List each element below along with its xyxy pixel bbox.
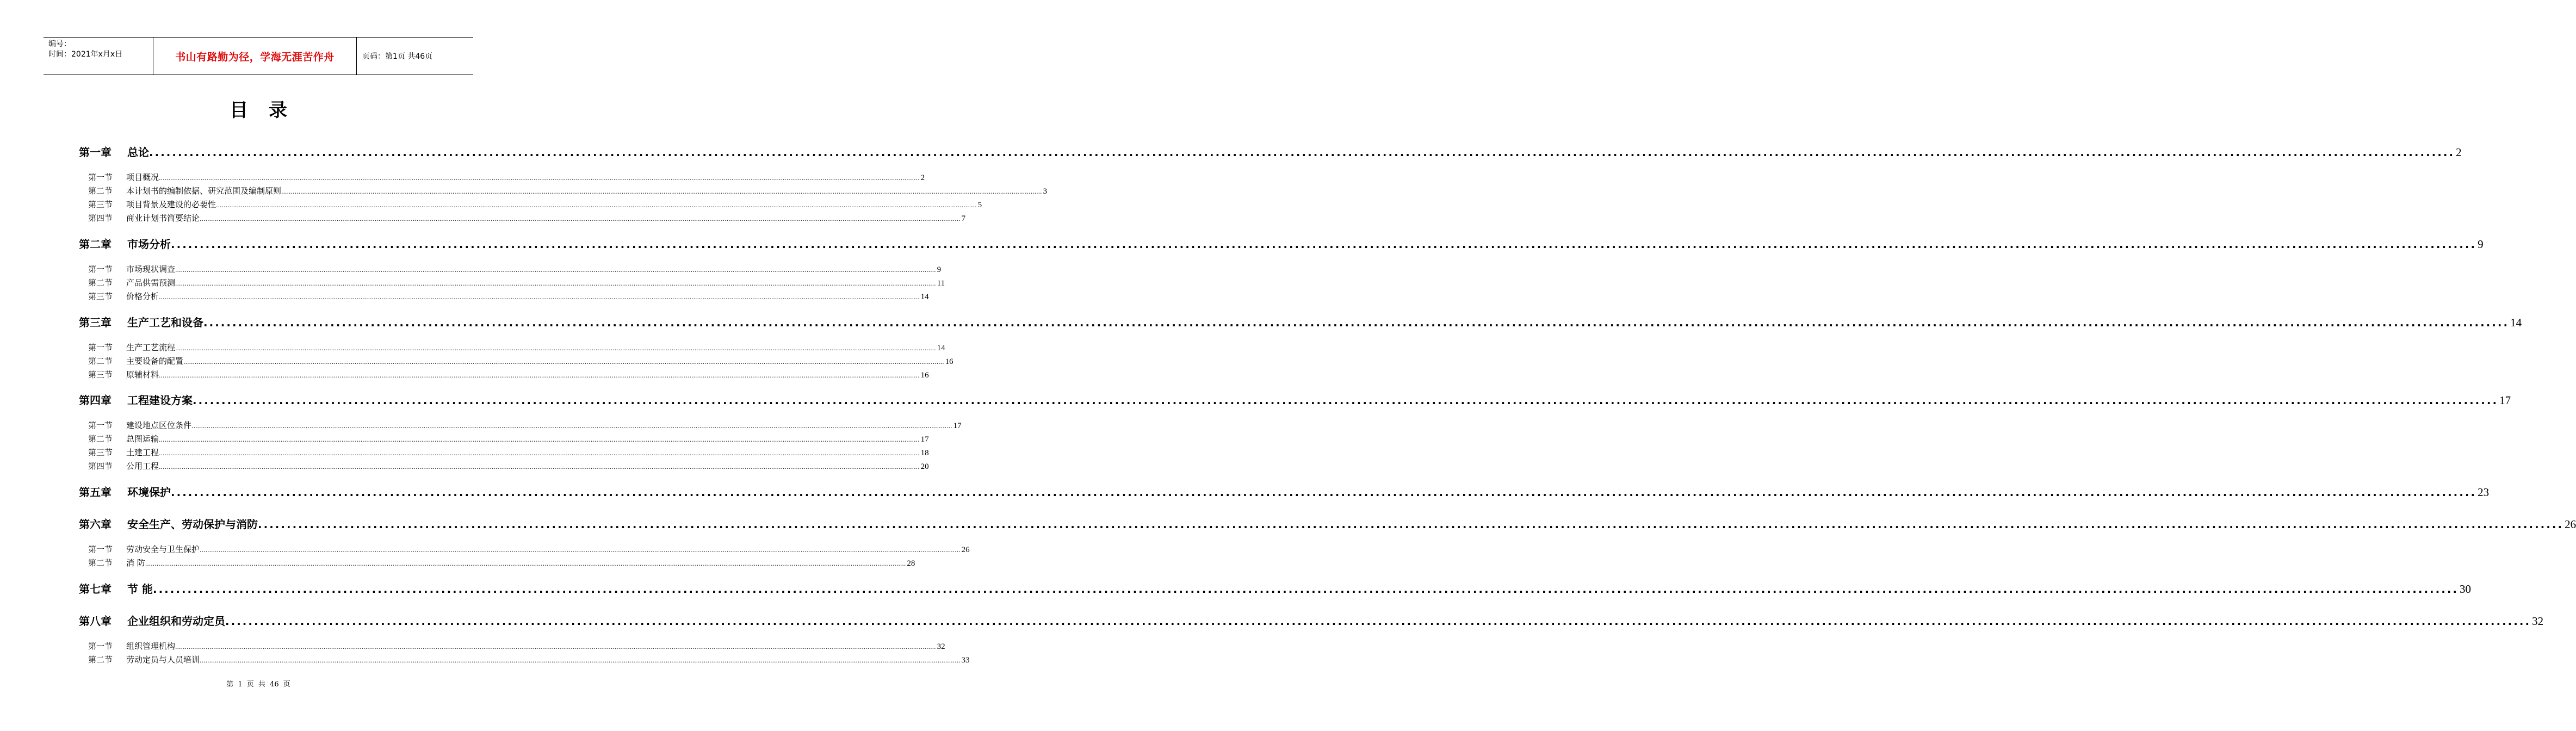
section-title: 商业计划书简要结论 [126,213,200,223]
section-number: 第一节 [88,264,113,274]
section-number: 第四节 [88,213,113,223]
chapter-number: 第二章 [79,238,112,251]
section-page-number: 32 [937,642,945,651]
toc-section-entry[interactable] [88,654,970,666]
section-page-number: 28 [907,559,915,568]
section-title: 劳动安全与卫生保护 [126,544,200,554]
section-number: 第二节 [88,278,113,288]
toc-section-entry[interactable] [88,199,982,211]
dot-leader: ................................................................................................................................................................................................................................................................................................................................................................................................................ [193,394,2499,407]
dot-leader: ................................................................................................................................................................................................................................................................................................................................................................................................................ [183,358,944,366]
dot-leader: ................................................................................................................................................................................................................................................................................................................................................................................................................ [159,294,920,301]
section-title: 消 防 [126,558,145,568]
section-page-number: 20 [920,462,929,471]
section-number: 第一节 [88,544,113,554]
dot-leader: ................................................................................................................................................................................................................................................................................................................................................................................................................ [171,238,2477,251]
chapter-number: 第三章 [79,316,112,329]
chapter-number: 第七章 [79,583,112,596]
toc-section-entry[interactable] [88,544,970,556]
chapter-page-number: 30 [2460,583,2472,596]
dot-leader: ................................................................................................................................................................................................................................................................................................................................................................................................................ [171,486,2477,499]
dot-leader: ................................................................................................................................................................................................................................................................................................................................................................................................................ [191,423,952,430]
section-title: 项目背景及建设的必要性 [126,200,216,209]
toc-section-entry[interactable] [88,433,929,445]
section-title: 产品供需预测 [126,278,176,288]
section-title: 劳动定员与人员培训 [126,655,200,665]
section-page-number: 11 [937,279,945,288]
chapter-page-number: 14 [2510,316,2522,329]
section-title: 公用工程 [126,461,159,471]
toc-chapter-entry[interactable] [79,145,2462,159]
section-page-number: 16 [920,371,929,380]
chapter-title: 企业组织和劳动定员 [127,615,225,628]
toc-section-entry[interactable] [88,641,945,653]
section-title: 主要设备的配置 [126,356,184,366]
dot-leader: ................................................................................................................................................................................................................................................................................................................................................................................................................ [175,345,936,352]
section-page-number: 2 [920,174,925,182]
chapter-page-number: 23 [2478,486,2490,499]
dot-leader: ................................................................................................................................................................................................................................................................................................................................................................................................................ [159,450,920,457]
chapter-number: 第五章 [79,486,112,499]
chapter-number: 第八章 [79,615,112,628]
section-number: 第四节 [88,461,113,471]
section-page-number: 9 [937,265,942,274]
toc-section-entry[interactable] [88,420,962,432]
section-number: 第二节 [88,356,113,366]
chapter-page-number: 32 [2532,615,2544,628]
section-number: 第二节 [88,558,113,568]
toc-chapter-entry[interactable] [79,393,2511,407]
dot-leader: ................................................................................................................................................................................................................................................................................................................................................................................................................ [175,267,936,274]
toc-section-entry[interactable] [88,277,945,289]
section-page-number: 33 [961,656,970,665]
toc-section-entry[interactable] [88,461,929,473]
section-title: 原辅材料 [126,370,159,380]
chapter-title: 节 能 [127,583,153,596]
chapter-number: 第一章 [79,146,112,159]
toc-section-entry[interactable] [88,291,929,303]
dot-leader: ................................................................................................................................................................................................................................................................................................................................................................................................................ [159,372,920,379]
section-number: 第二节 [88,186,113,196]
toc-chapter-entry[interactable] [79,614,2544,628]
page-footer: 第 1 页 共 46 页 [226,680,290,689]
section-title: 组织管理机构 [126,641,176,651]
chapter-page-number: 2 [2456,146,2462,159]
toc-section-entry[interactable] [88,213,966,225]
section-title: 项目概况 [126,172,159,182]
dot-leader: ................................................................................................................................................................................................................................................................................................................................................................................................................ [152,583,2459,596]
dot-leader: ................................................................................................................................................................................................................................................................................................................................................................................................................ [225,615,2531,628]
section-title: 总图运输 [126,434,159,444]
toc-section-entry[interactable] [88,342,945,354]
section-page-number: 17 [920,435,929,444]
section-page-number: 5 [977,201,982,209]
number-label: 编号： [48,40,71,48]
dot-leader: ................................................................................................................................................................................................................................................................................................................................................................................................................ [281,188,1042,195]
toc-chapter-entry[interactable] [79,237,2484,251]
toc-section-entry[interactable] [88,369,929,381]
toc-chapter-entry[interactable] [79,315,2522,330]
section-title: 本计划书的编制依据、研究范围及编制原则 [126,186,282,196]
toc-chapter-entry[interactable] [79,582,2472,596]
section-number: 第一节 [88,641,113,651]
dot-leader: ................................................................................................................................................................................................................................................................................................................................................................................................................ [175,280,936,287]
chapter-title: 工程建设方案 [127,394,193,407]
section-title: 市场现状调查 [126,264,176,274]
section-page-number: 3 [1043,187,1048,196]
section-page-number: 7 [961,214,966,223]
toc-chapter-entry[interactable] [79,517,2576,531]
toc-section-entry[interactable] [88,447,929,459]
chapter-title: 环境保护 [127,486,171,499]
dot-leader: ................................................................................................................................................................................................................................................................................................................................................................................................................ [159,175,920,182]
section-page-number: 14 [937,344,945,352]
header-motto: 书山有路勤为径，学海无涯苦作舟 [153,38,357,75]
section-page-number: 17 [953,422,962,430]
chapter-page-number: 26 [2565,518,2576,531]
section-page-number: 14 [920,293,929,301]
dot-leader: ................................................................................................................................................................................................................................................................................................................................................................................................................ [258,518,2564,531]
section-number: 第三节 [88,370,113,380]
dot-leader: ................................................................................................................................................................................................................................................................................................................................................................................................................ [200,657,961,664]
section-title: 价格分析 [126,292,159,301]
section-title: 生产工艺流程 [126,343,176,352]
section-page-number: 18 [920,449,929,457]
section-number: 第一节 [88,343,113,352]
section-number: 第三节 [88,292,113,301]
dot-leader: ................................................................................................................................................................................................................................................................................................................................................................................................................ [200,215,961,222]
chapter-number: 第四章 [79,394,112,407]
section-number: 第一节 [88,172,113,182]
section-title: 土建工程 [126,448,159,457]
dot-leader: ................................................................................................................................................................................................................................................................................................................................................................................................................ [159,463,920,470]
dot-leader: ................................................................................................................................................................................................................................................................................................................................................................................................................ [175,643,936,651]
chapter-title: 生产工艺和设备 [127,316,203,329]
section-page-number: 16 [945,357,953,366]
header-meta [44,38,153,75]
dot-leader: ................................................................................................................................................................................................................................................................................................................................................................................................................ [145,560,906,567]
section-page-number: 26 [961,546,970,554]
dot-leader: ................................................................................................................................................................................................................................................................................................................................................................................................................ [200,547,961,554]
toc-section-entry[interactable] [88,185,1048,197]
chapter-number: 第六章 [79,518,112,531]
section-number: 第一节 [88,420,113,430]
header-page-info: 页码：第1页 共46页 [362,52,433,61]
page-header [44,37,473,75]
dot-leader: ................................................................................................................................................................................................................................................................................................................................................................................................................ [159,436,920,443]
section-number: 第三节 [88,448,113,457]
section-number: 第三节 [88,200,113,209]
toc-section-entry[interactable] [88,356,953,368]
chapter-title: 安全生产、劳动保护与消防 [127,518,258,531]
chapter-page-number: 9 [2478,238,2484,251]
chapter-page-number: 17 [2499,394,2511,407]
toc-section-entry[interactable] [88,172,925,184]
toc-section-entry[interactable] [88,557,915,569]
dot-leader: ................................................................................................................................................................................................................................................................................................................................................................................................................ [149,146,2455,159]
section-number: 第二节 [88,434,113,444]
toc-chapter-entry[interactable] [79,485,2490,499]
toc-section-entry[interactable] [88,264,942,276]
chapter-title: 市场分析 [127,238,171,251]
time-label: 时间：2021年x月x日 [48,50,123,59]
chapter-title: 总论 [127,146,149,159]
section-number: 第二节 [88,655,113,665]
dot-leader: ................................................................................................................................................................................................................................................................................................................................................................................................................ [203,316,2510,329]
toc-title: 目录 [230,100,308,121]
dot-leader: ................................................................................................................................................................................................................................................................................................................................................................................................................ [216,202,977,209]
section-title: 建设地点区位条件 [126,420,192,430]
